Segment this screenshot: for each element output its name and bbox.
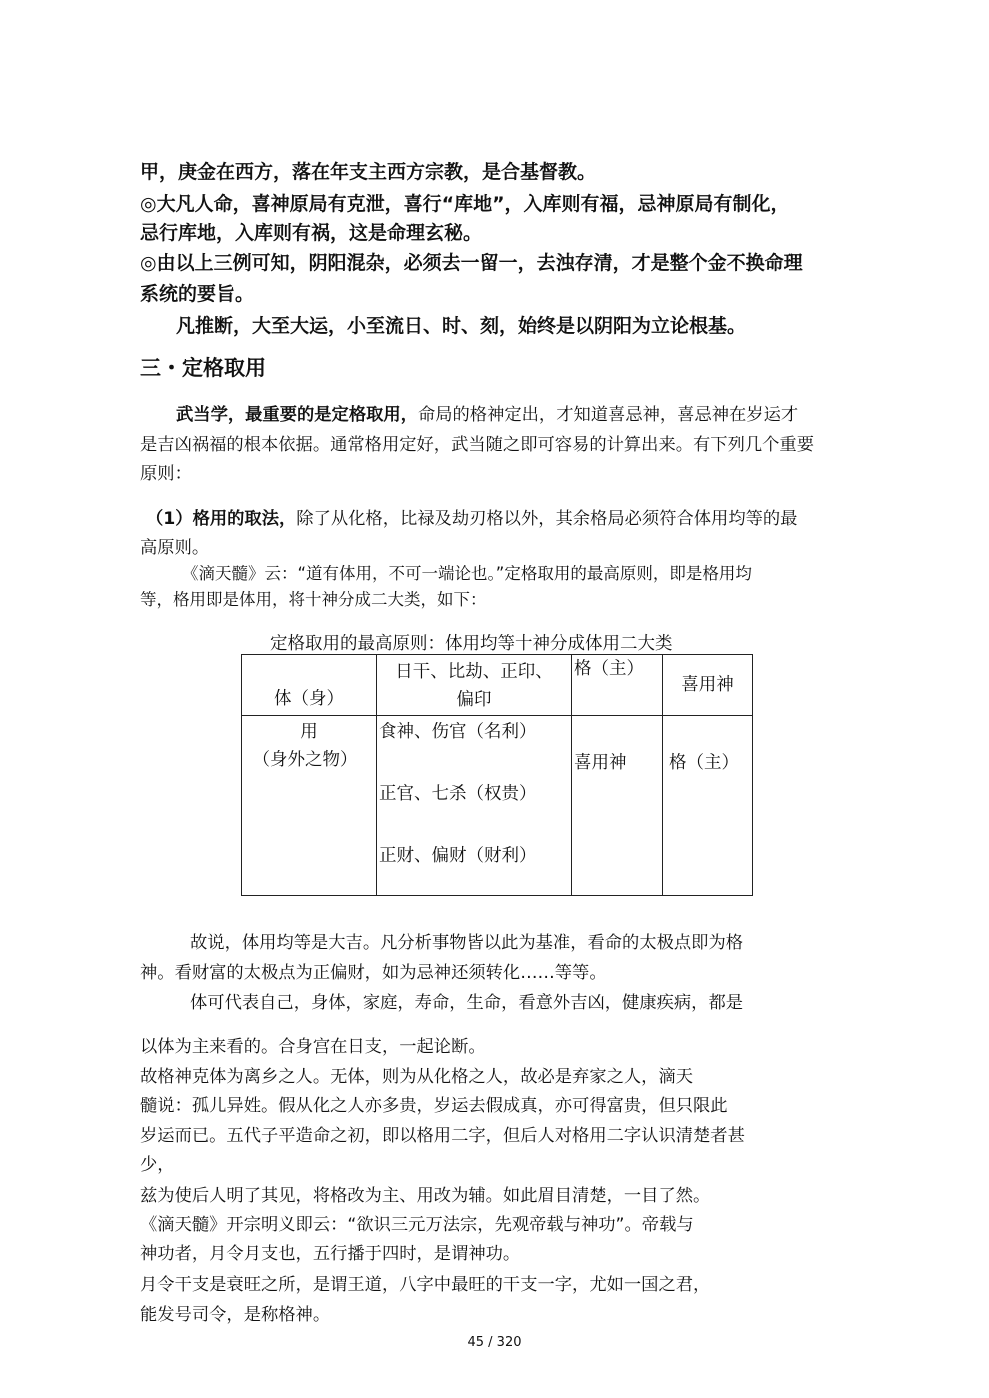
cell-text: 正财、偏财（财利） [379, 846, 537, 866]
cell-text: 食神、伤官（名利） [379, 722, 537, 742]
paragraph-line: 凡推断，大至大运，小至流日、时、刻，始终是以阴阳为立论根基。 [176, 315, 747, 337]
paragraph-line: ◎大凡人命，喜神原局有克泄，喜行“库地”，入库则有福，忌神原局有制化， [140, 193, 790, 215]
section-heading: 三・定格取用 [140, 356, 266, 380]
paragraph-line: ◎由以上三例可知，阴阳混杂，必须去一留一，去浊存清，才是整个金不换命理 [140, 252, 803, 274]
rule-rest: 除了从化格，比禄及劫刃格以外，其余格局必须符合体用均等的最 [296, 509, 798, 529]
cell-text: 格（主） [669, 753, 739, 773]
table-row [242, 716, 753, 896]
intro-line: 是吉凶祸福的根本依据。通常格用定好，武当随之即可容易的计算出来。有下列几个重要 [140, 435, 814, 455]
intro-line [176, 403, 798, 427]
table-cell [242, 655, 377, 716]
rule-label: （1）格用的取法， [146, 509, 297, 529]
body-line: 能发号司令，是称格神。 [140, 1305, 331, 1325]
rule-line: 高原则。 [140, 538, 210, 558]
table-row [242, 655, 753, 716]
table-cell [377, 655, 572, 716]
body-line: 少， [140, 1155, 175, 1175]
cell-text: 体（身） [274, 689, 344, 709]
body-line: 体可代表自己，身体，家庭，寿命，生命，看意外吉凶，健康疾病，都是 [190, 993, 744, 1013]
table-cell [663, 716, 753, 896]
cell-text: 喜用神 [681, 675, 734, 695]
paragraph-line: 甲，庚金在西方，落在年支主西方宗教，是合基督教。 [140, 161, 597, 183]
cell-text: 日干、比劫、正印、 [395, 662, 553, 682]
rule-line [146, 507, 797, 531]
ten-gods-table [241, 654, 753, 896]
body-line: 髓说：孤儿异姓。假从化之人亦多贵，岁运去假成真，亦可得富贵，但只限此 [140, 1096, 728, 1116]
table-cell [572, 655, 663, 716]
cell-text: 用 [300, 722, 318, 742]
intro-rest: 命局的格神定出，才知道喜忌神，喜忌神在岁运才 [417, 405, 799, 425]
quote-line: 《滴天髓》云：“道有体用，不可一端论也。”定格取用的最高原则，即是格用均 [182, 564, 752, 583]
paragraph-line: 系统的要旨。 [140, 283, 255, 305]
intro-lead: 武当学，最重要的是定格取用， [176, 405, 418, 425]
body-line: 以体为主来看的。合身宫在日支，一起论断。 [140, 1037, 486, 1057]
cell-text: 喜用神 [574, 753, 627, 773]
paragraph-line: 忌行库地，入库则有祸，这是命理玄秘。 [140, 222, 483, 244]
body-line: 故说，体用均等是大吉。凡分析事物皆以此为基准，看命的太极点即为格 [190, 933, 744, 953]
body-line: 岁运而已。五代子平造命之初，即以格用二字，但后人对格用二字认识清楚者甚 [140, 1126, 745, 1146]
page-number: 45 / 320 [467, 1335, 522, 1350]
body-line: 故格神克体为离乡之人。无体，则为从化格之人，故必是弃家之人，滴天 [140, 1067, 694, 1087]
cell-text: 正官、七杀（权贵） [379, 784, 537, 804]
cell-text: 偏印 [456, 690, 492, 710]
table-cell [377, 716, 572, 896]
body-line: 神。看财富的太极点为正偏财，如为忌神还须转化……等等。 [140, 963, 607, 983]
body-line: 月令干支是衰旺之所，是谓王道，八字中最旺的干支一字，尤如一国之君， [140, 1275, 711, 1295]
table-caption: 定格取用的最高原则：体用均等十神分成体用二大类 [270, 634, 673, 654]
body-line: 神功者，月令月支也，五行播于四时，是谓神功。 [140, 1244, 521, 1264]
table-cell [572, 716, 663, 896]
table-cell [242, 716, 377, 896]
cell-text: 格（主） [574, 659, 644, 679]
intro-line: 原则： [140, 464, 192, 484]
body-line: 兹为使后人明了其见，将格改为主、用改为辅。如此眉目清楚，一目了然。 [140, 1186, 711, 1206]
quote-line: 等，格用即是体用，将十神分成二大类，如下： [140, 590, 487, 609]
table-cell [663, 655, 753, 716]
body-line: 《滴天髓》开宗明义即云：“欲识三元万法宗，先观帝载与神功”。帝载与 [140, 1215, 694, 1235]
cell-text: （身外之物） [252, 750, 358, 770]
